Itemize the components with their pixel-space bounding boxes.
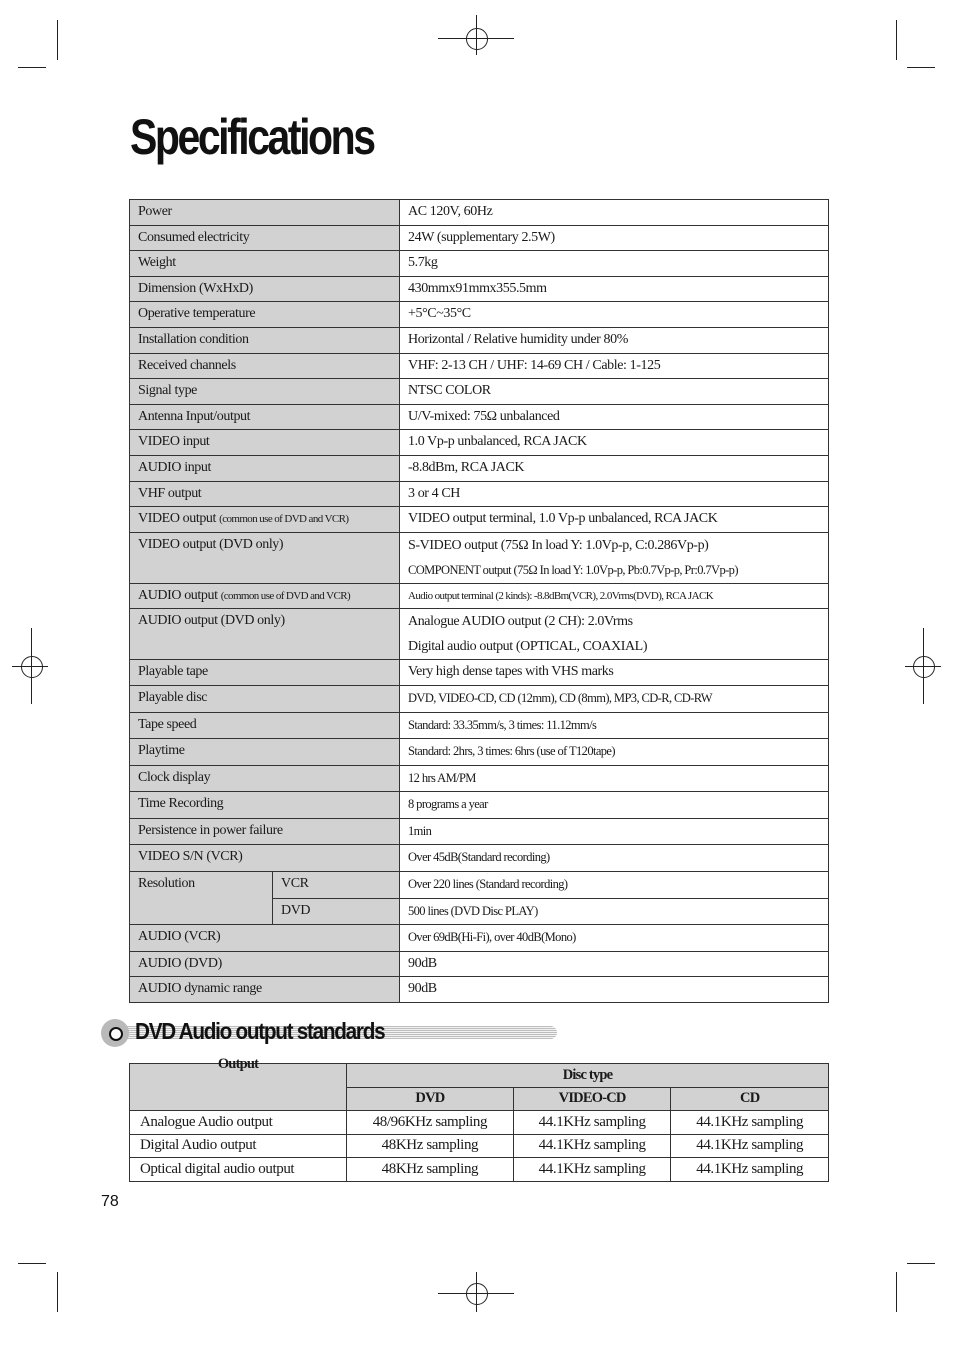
row-label-text: VIDEO input: [138, 434, 210, 450]
row-label: Analogue Audio output: [130, 1111, 347, 1135]
row-value: [400, 685, 829, 712]
table-row: [130, 685, 829, 712]
table-row: [130, 404, 829, 430]
row-label: [130, 251, 400, 277]
table-row: [130, 276, 829, 302]
row-value: [400, 430, 829, 456]
row-value-text: VIDEO output terminal, 1.0 Vp-p unbalanced, RCA JACK: [408, 511, 718, 527]
row-value: [400, 481, 829, 507]
header-cd: CD: [671, 1087, 829, 1111]
row-value-text: 8 programs a year: [408, 797, 488, 812]
table-row: [130, 1158, 829, 1182]
row-label: [130, 481, 400, 507]
table-row: [130, 925, 829, 952]
row-label-text: Received channels: [138, 357, 236, 373]
row-label-text: VIDEO S/N (VCR): [138, 849, 243, 865]
page-title: Specifications: [130, 109, 374, 165]
specifications-table: [129, 199, 829, 1003]
table-row: [130, 765, 829, 792]
row-label: [130, 925, 400, 952]
table-row: [130, 507, 829, 533]
row-label: [130, 430, 400, 456]
table-row: [130, 251, 829, 277]
row-label-text: AUDIO (DVD): [138, 955, 222, 971]
table-row: [130, 739, 829, 766]
row-label: [130, 379, 400, 405]
row-label: [130, 739, 400, 766]
row-value-text: Over 45dB(Standard recording): [408, 850, 550, 865]
circle-bullet-icon: [101, 1019, 129, 1047]
row-value-text: NTSC COLOR: [408, 383, 491, 399]
cell-value: 44.1KHz sampling: [671, 1158, 829, 1182]
row-label: [130, 951, 400, 977]
row-label-text: Consumed electricity: [138, 229, 250, 245]
row-value: [400, 455, 829, 481]
row-label: [130, 583, 400, 609]
row-value-text: 1.0 Vp-p unbalanced, RCA JACK: [408, 434, 587, 450]
row-label: [130, 818, 400, 845]
header-output-label: Output: [217, 1056, 259, 1072]
row-label-note: (common use of DVD and VCR): [220, 589, 351, 602]
table-row: [130, 583, 829, 609]
row-label: [130, 765, 400, 792]
row-label-text: VIDEO output (DVD only): [138, 536, 284, 552]
row-label: [130, 353, 400, 379]
row-label-text: Playable tape: [138, 664, 208, 680]
row-value: [400, 507, 829, 533]
row-label: [130, 609, 400, 660]
table-row: [130, 818, 829, 845]
table-row: [130, 845, 829, 872]
row-value: [400, 660, 829, 686]
header-video-cd: VIDEO-CD: [513, 1087, 671, 1111]
row-value-text: Horizontal / Relative humidity under 80%: [408, 331, 629, 347]
cell-value: 48KHz sampling: [347, 1158, 514, 1182]
row-value: [400, 302, 829, 328]
row-value-text: 90dB: [408, 955, 437, 971]
row-value-text: Over 69dB(Hi-Fi), over 40dB(Mono): [408, 930, 576, 945]
audio-output-table: [129, 1056, 829, 1182]
row-label-text: VHF output: [138, 485, 202, 501]
row-value-text: Very high dense tapes with VHS marks: [408, 664, 614, 680]
sub-label: VCR: [273, 872, 400, 899]
header-dvd: DVD: [347, 1087, 514, 1111]
row-label: [130, 532, 400, 583]
row-value: [400, 225, 829, 251]
row-label: [130, 792, 400, 819]
row-value-text: 90dB: [408, 981, 437, 997]
table-row: [130, 792, 829, 819]
row-label-text: Playable disc: [138, 689, 208, 705]
table-row: [130, 379, 829, 405]
row-label: [130, 455, 400, 481]
row-label-text: Tape speed: [138, 716, 197, 732]
row-value: [400, 327, 829, 353]
row-value-line: Digital audio output (OPTICAL, COAXIAL): [408, 639, 648, 655]
row-label-text: Signal type: [138, 383, 197, 399]
row-value: [400, 404, 829, 430]
row-label: Digital Audio output: [130, 1134, 347, 1158]
header-disc-type: Disc type: [347, 1064, 829, 1088]
table-row: [130, 455, 829, 481]
table-row: [130, 200, 829, 226]
row-value-text: Over 220 lines (Standard recording): [408, 877, 568, 892]
row-label-text: Power: [138, 204, 172, 219]
row-value-text: Audio output terminal (2 kinds): -8.8dBm(VCR), 2.0Vrms(DVD), RCA JACK: [408, 589, 714, 602]
cell-value: 44.1KHz sampling: [513, 1111, 671, 1135]
row-label-text: AUDIO (VCR): [138, 929, 221, 945]
row-label-text: Dimension (WxHxD): [138, 280, 253, 296]
row-label-text: Time Recording: [138, 796, 224, 812]
row-label-text: Clock display: [138, 769, 211, 785]
row-value: [400, 845, 829, 872]
table-row: [130, 872, 829, 899]
row-value: [400, 792, 829, 819]
row-value-text: 24W (supplementary 2.5W): [408, 229, 555, 245]
section-heading: [101, 1018, 561, 1048]
row-label-text: AUDIO dynamic range: [138, 981, 262, 997]
row-value: [400, 276, 829, 302]
cell-value: 44.1KHz sampling: [513, 1134, 671, 1158]
row-value: [400, 609, 829, 660]
row-value-text: +5°C~35°C: [408, 306, 471, 322]
table-row: [130, 353, 829, 379]
header-output: [130, 1056, 347, 1111]
row-value-text: -8.8dBm, RCA JACK: [408, 459, 525, 475]
row-label-text: AUDIO output (DVD only): [138, 613, 285, 629]
row-value: [400, 872, 829, 899]
row-label-text: VIDEO output: [138, 511, 217, 527]
table-row: [130, 1111, 829, 1135]
row-label-text: AUDIO output: [138, 587, 218, 603]
row-value: [400, 353, 829, 379]
row-label: [130, 660, 400, 686]
row-label-text: Operative temperature: [138, 306, 256, 322]
row-label: Optical digital audio output: [130, 1158, 347, 1182]
row-value: [400, 977, 829, 1003]
row-label: [130, 685, 400, 712]
row-value-text: 3 or 4 CH: [408, 485, 461, 501]
table-row: [130, 532, 829, 583]
cell-value: 48KHz sampling: [347, 1134, 514, 1158]
row-value-text: 12 hrs AM/PM: [408, 770, 476, 785]
row-label-note: (common use of DVD and VCR): [219, 513, 349, 526]
table-row: [130, 712, 829, 739]
row-value-line: COMPONENT output (75Ω In load Y: 1.0Vp-p, Pb:0.7Vp-p, Pr:0.7Vp-p): [408, 562, 738, 577]
section-heading-text: DVD Audio output standards: [135, 1018, 385, 1044]
row-label-text: Weight: [138, 255, 176, 271]
row-value: [400, 532, 829, 583]
row-value-text: AC 120V, 60Hz: [408, 204, 493, 219]
cell-value: 48/96KHz sampling: [347, 1111, 514, 1135]
table-row: [130, 951, 829, 977]
table-row: [130, 225, 829, 251]
row-value: [400, 739, 829, 766]
cell-value: 44.1KHz sampling: [513, 1158, 671, 1182]
table-row: [130, 977, 829, 1003]
row-value: [400, 583, 829, 609]
sub-label: DVD: [273, 898, 400, 925]
row-label: [130, 302, 400, 328]
row-label: [130, 977, 400, 1003]
table-row: [130, 1134, 829, 1158]
row-label-text: Antenna Input/output: [138, 408, 251, 424]
row-value-text: DVD, VIDEO-CD, CD (12mm), CD (8mm), MP3, CD-R, CD-RW: [408, 690, 712, 705]
row-value-text: 5.7kg: [408, 255, 438, 271]
row-label: Resolution: [130, 872, 273, 925]
row-label-text: Installation condition: [138, 331, 249, 347]
row-label: [130, 200, 400, 226]
row-value: [400, 200, 829, 226]
row-value: [400, 818, 829, 845]
page-number: 78: [101, 1193, 119, 1210]
row-value-line: Analogue AUDIO output (2 CH): 2.0Vrms: [408, 614, 633, 630]
row-label: [130, 507, 400, 533]
row-value: [400, 379, 829, 405]
table-row: [130, 302, 829, 328]
row-label-text: AUDIO input: [138, 459, 211, 475]
row-label-text: Playtime: [138, 743, 185, 759]
table-row: [130, 430, 829, 456]
row-value: [400, 898, 829, 925]
table-row: [130, 660, 829, 686]
row-value-text: 430mmx91mmx355.5mm: [408, 280, 547, 296]
row-label: [130, 404, 400, 430]
row-value-text: Standard: 33.35mm/s, 3 times: 11.12mm/s: [408, 717, 597, 732]
row-label: [130, 845, 400, 872]
row-label: [130, 327, 400, 353]
row-value-text: 500 lines (DVD Disc PLAY): [408, 903, 538, 918]
table-row: [130, 609, 829, 660]
row-value: [400, 251, 829, 277]
row-label: [130, 225, 400, 251]
row-label: [130, 712, 400, 739]
row-value-text: VHF: 2-13 CH / UHF: 14-69 CH / Cable: 1-125: [408, 357, 661, 373]
row-value-text: U/V-mixed: 75Ω unbalanced: [408, 408, 560, 424]
row-value: [400, 925, 829, 952]
row-value-line: S-VIDEO output (75Ω In load Y: 1.0Vp-p, C:0.286Vp-p): [408, 537, 709, 553]
table-row: [130, 481, 829, 507]
row-value: [400, 951, 829, 977]
row-label: [130, 276, 400, 302]
row-label-text: Persistence in power failure: [138, 822, 283, 838]
cell-value: 44.1KHz sampling: [671, 1134, 829, 1158]
row-value: [400, 765, 829, 792]
cell-value: 44.1KHz sampling: [671, 1111, 829, 1135]
row-value: [400, 712, 829, 739]
row-value-text: Standard: 2hrs, 3 times: 6hrs (use of T120tape): [408, 744, 615, 759]
row-value-text: 1min: [408, 823, 432, 838]
table-row: [130, 327, 829, 353]
